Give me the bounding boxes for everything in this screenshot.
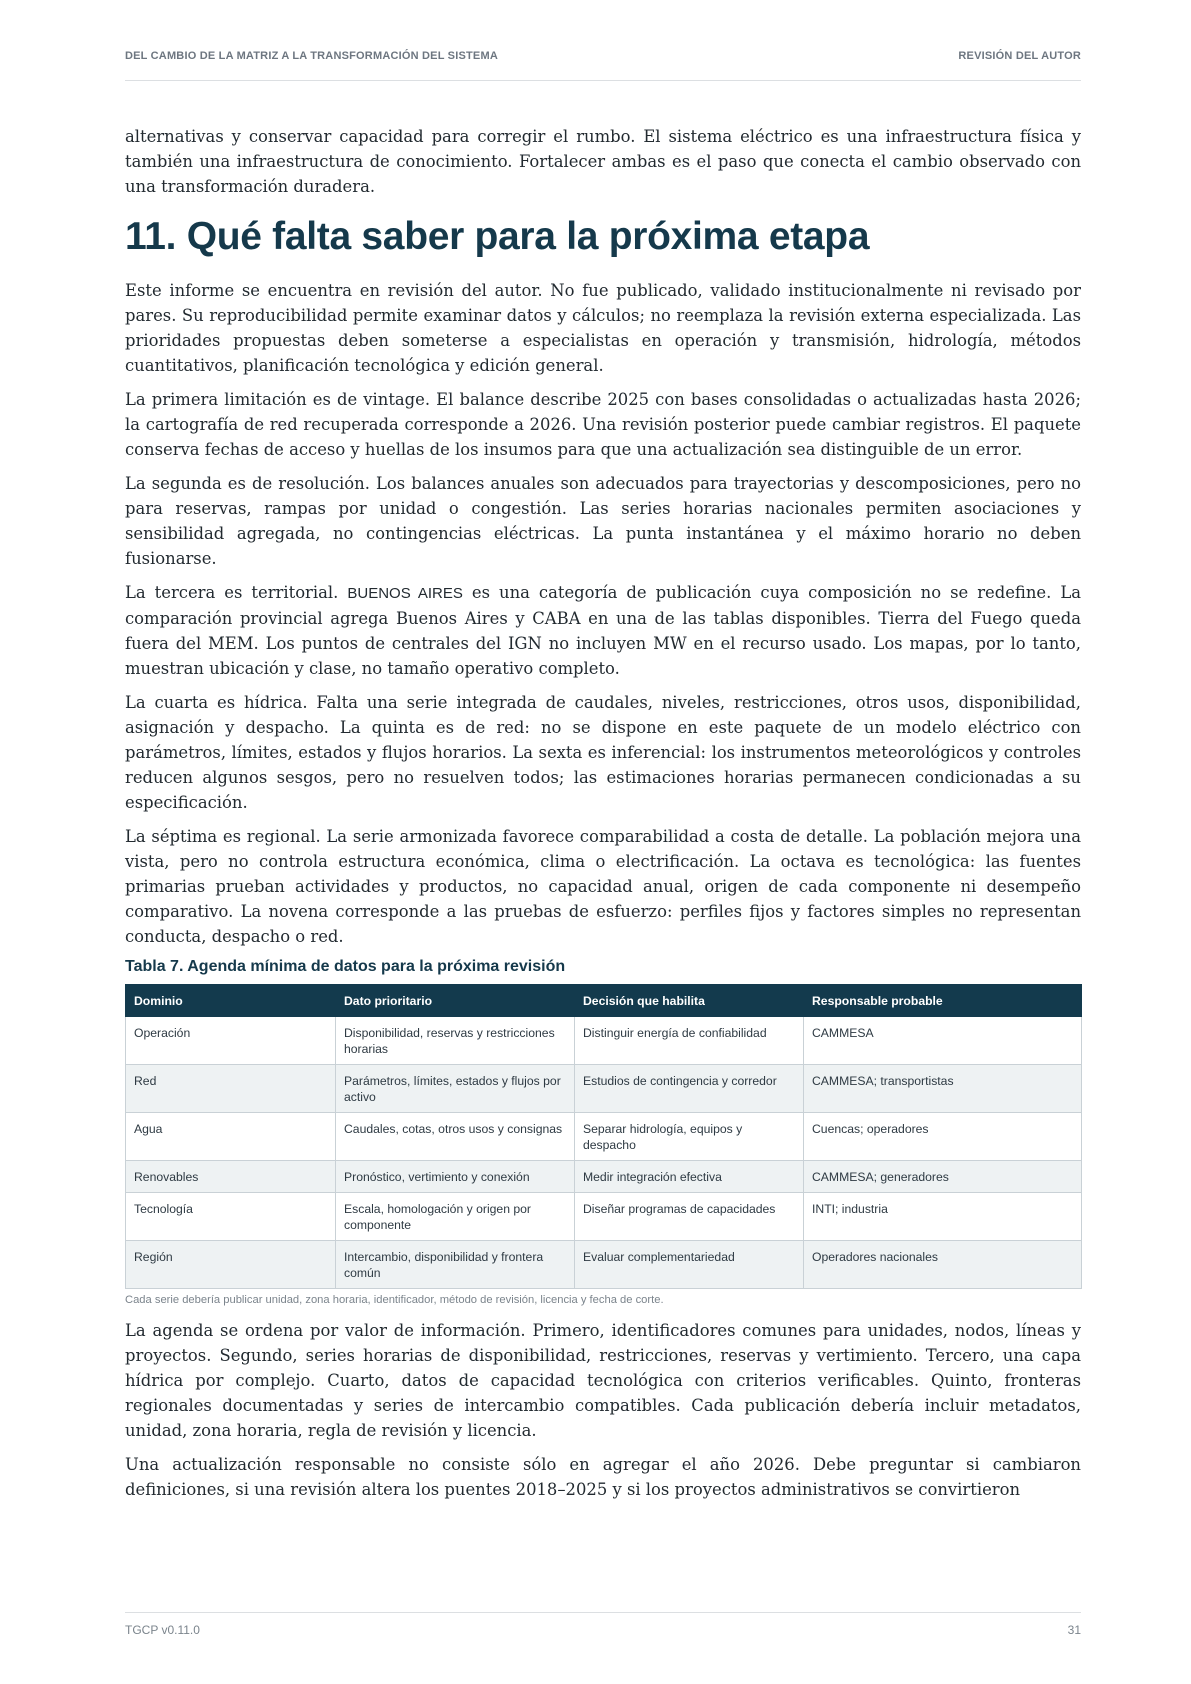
running-footer (125, 1612, 1081, 1637)
paragraph-text: es una categoría de publicación cuya composición no se redefine. La comparación provincial agrega Buenos Aires y CABA en una de las tablas disponibles. Tierra del Fuego queda fuera del MEM. Los puntos de centrales del IGN no incluyen MW en el recurso usado. Los mapas, por lo tanto, muestran ubicación y clase, no tamaño operativo completo. (125, 583, 1081, 678)
table-cell: Tecnología (126, 1193, 336, 1241)
document-page (125, 0, 1081, 1684)
running-header-status: REVISIÓN DEL AUTOR (958, 50, 1081, 62)
table-cell: Intercambio, disponibilidad y frontera común (336, 1241, 575, 1289)
paragraph: Este informe se encuentra en revisión del autor. No fue publicado, validado institucionalmente ni revisado por pares. Su reproducibilidad permite examinar datos y cálculos; no reemplaza la revisión externa especializada. Las prioridades propuestas deben someterse a especialistas en operación y transmisión, hidrología, métodos cuantitativos, planificación tecnológica y edición general. (125, 281, 1081, 375)
table-row (126, 1241, 1082, 1289)
table-cell: INTI; industria (804, 1193, 1082, 1241)
table-cell: Evaluar complementariedad (575, 1241, 804, 1289)
body-text (125, 124, 1081, 1511)
table-cell: CAMMESA; transportistas (804, 1065, 1082, 1113)
table-cell: Escala, homologación y origen por componente (336, 1193, 575, 1241)
section-heading: 11. Qué falta saber para la próxima etapa (125, 215, 870, 258)
table-cell: Distinguir energía de confiabilidad (575, 1017, 804, 1065)
table-cell: Operadores nacionales (804, 1241, 1082, 1289)
page-number: 31 (1067, 1623, 1081, 1637)
column-header: Dato prioritario (336, 985, 575, 1017)
region-term: BUENOS AIRES (347, 585, 463, 602)
column-header: Responsable probable (804, 985, 1082, 1017)
table-caption: Tabla 7. Agenda mínima de datos para la próxima revisión (125, 958, 566, 975)
column-header: Decisión que habilita (575, 985, 804, 1017)
table-cell: Diseñar programas de capacidades (575, 1193, 804, 1241)
paragraph: La agenda se ordena por valor de información. Primero, identificadores comunes para unidades, nodos, líneas y proyectos. Segundo, series horarias de disponibilidad, restricciones, reservas y vertimiento. Tercero, una capa hídrica por complejo. Cuarto, datos de capacidad tecnológica con criterios verificables. Quinto, fronteras regionales documentadas y series de intercambio compatibles. Cada publicación debería incluir metadatos, unidad, zona horaria, regla de revisión y licencia. (125, 1321, 1081, 1440)
table-cell: CAMMESA (804, 1017, 1082, 1065)
table-note: Cada serie debería publicar unidad, zona horaria, identificador, método de revisión, licencia y fecha de corte. (125, 1294, 664, 1306)
column-header: Dominio (126, 985, 336, 1017)
table-cell: Estudios de contingencia y corredor (575, 1065, 804, 1113)
running-header (125, 50, 1081, 81)
paragraph: Una actualización responsable no consiste sólo en agregar el año 2026. Debe preguntar si cambiaron definiciones, si una revisión altera los puentes 2018–2025 y si los proyectos administrativos se convirtieron (125, 1455, 1081, 1499)
table-row (126, 1193, 1082, 1241)
version-label: TGCP v0.11.0 (125, 1623, 200, 1637)
table-row (126, 1017, 1082, 1065)
table-cell: Agua (126, 1113, 336, 1161)
table-cell: Región (126, 1241, 336, 1289)
table-cell: Disponibilidad, reservas y restricciones horarias (336, 1017, 575, 1065)
paragraph: La segunda es de resolución. Los balances anuales son adecuados para trayectorias y descomposiciones, pero no para reservas, rampas por unidad o congestión. Las series horarias nacionales permiten asociaciones y sensibilidad agregada, no contingencias eléctricas. La punta instantánea y el máximo horario no deben fusionarse. (125, 474, 1081, 568)
table-row (126, 1113, 1082, 1161)
table-cell: Pronóstico, vertimiento y conexión (336, 1161, 575, 1193)
paragraph: La cuarta es hídrica. Falta una serie integrada de caudales, niveles, restricciones, otros usos, disponibilidad, asignación y despacho. La quinta es de red: no se dispone en este paquete de un modelo eléctrico con parámetros, límites, estados y flujos horarios. La sexta es inferencial: los instrumentos meteorológicos y controles reducen algunos sesgos, pero no resuelven todos; las estimaciones horarias permanecen condicionadas a su especificación. (125, 693, 1081, 812)
paragraph: alternativas y conservar capacidad para corregir el rumbo. El sistema eléctrico es una infraestructura física y también una infraestructura de conocimiento. Fortalecer ambas es el paso que conecta el cambio observado con una transformación duradera. (125, 127, 1081, 196)
table-cell: CAMMESA; generadores (804, 1161, 1082, 1193)
paragraph: La séptima es regional. La serie armonizada favorece comparabilidad a costa de detalle. La población mejora una vista, pero no controla estructura económica, clima o electrificación. La octava es tecnológica: las fuentes primarias prueban actividades y productos, no capacidad anual, origen de cada componente ni desempeño comparativo. La novena corresponde a las pruebas de esfuerzo: perfiles fijos y factores simples no representan conducta, despacho o red. (125, 827, 1081, 946)
table-row (126, 1161, 1082, 1193)
table-cell: Medir integración efectiva (575, 1161, 804, 1193)
paragraph-text: La tercera es territorial. (125, 583, 348, 602)
table-cell: Cuencas; operadores (804, 1113, 1082, 1161)
table-header-row (126, 985, 1082, 1017)
paragraph: La primera limitación es de vintage. El balance describe 2025 con bases consolidadas o actualizadas hasta 2026; la cartografía de red recuperada corresponde a 2026. Una revisión posterior puede cambiar registros. El paquete conserva fechas de acceso y huellas de los insumos para que una actualización sea distinguible de un error. (125, 390, 1081, 459)
table-cell: Parámetros, límites, estados y flujos por activo (336, 1065, 575, 1113)
table-cell: Renovables (126, 1161, 336, 1193)
table-cell: Red (126, 1065, 336, 1113)
table-cell: Caudales, cotas, otros usos y consignas (336, 1113, 575, 1161)
running-header-title: DEL CAMBIO DE LA MATRIZ A LA TRANSFORMACIÓN DEL SISTEMA (125, 50, 498, 62)
data-agenda-table (125, 984, 1082, 1289)
table-cell: Operación (126, 1017, 336, 1065)
table-row (126, 1065, 1082, 1113)
table-cell: Separar hidrología, equipos y despacho (575, 1113, 804, 1161)
paragraph (125, 580, 1081, 681)
